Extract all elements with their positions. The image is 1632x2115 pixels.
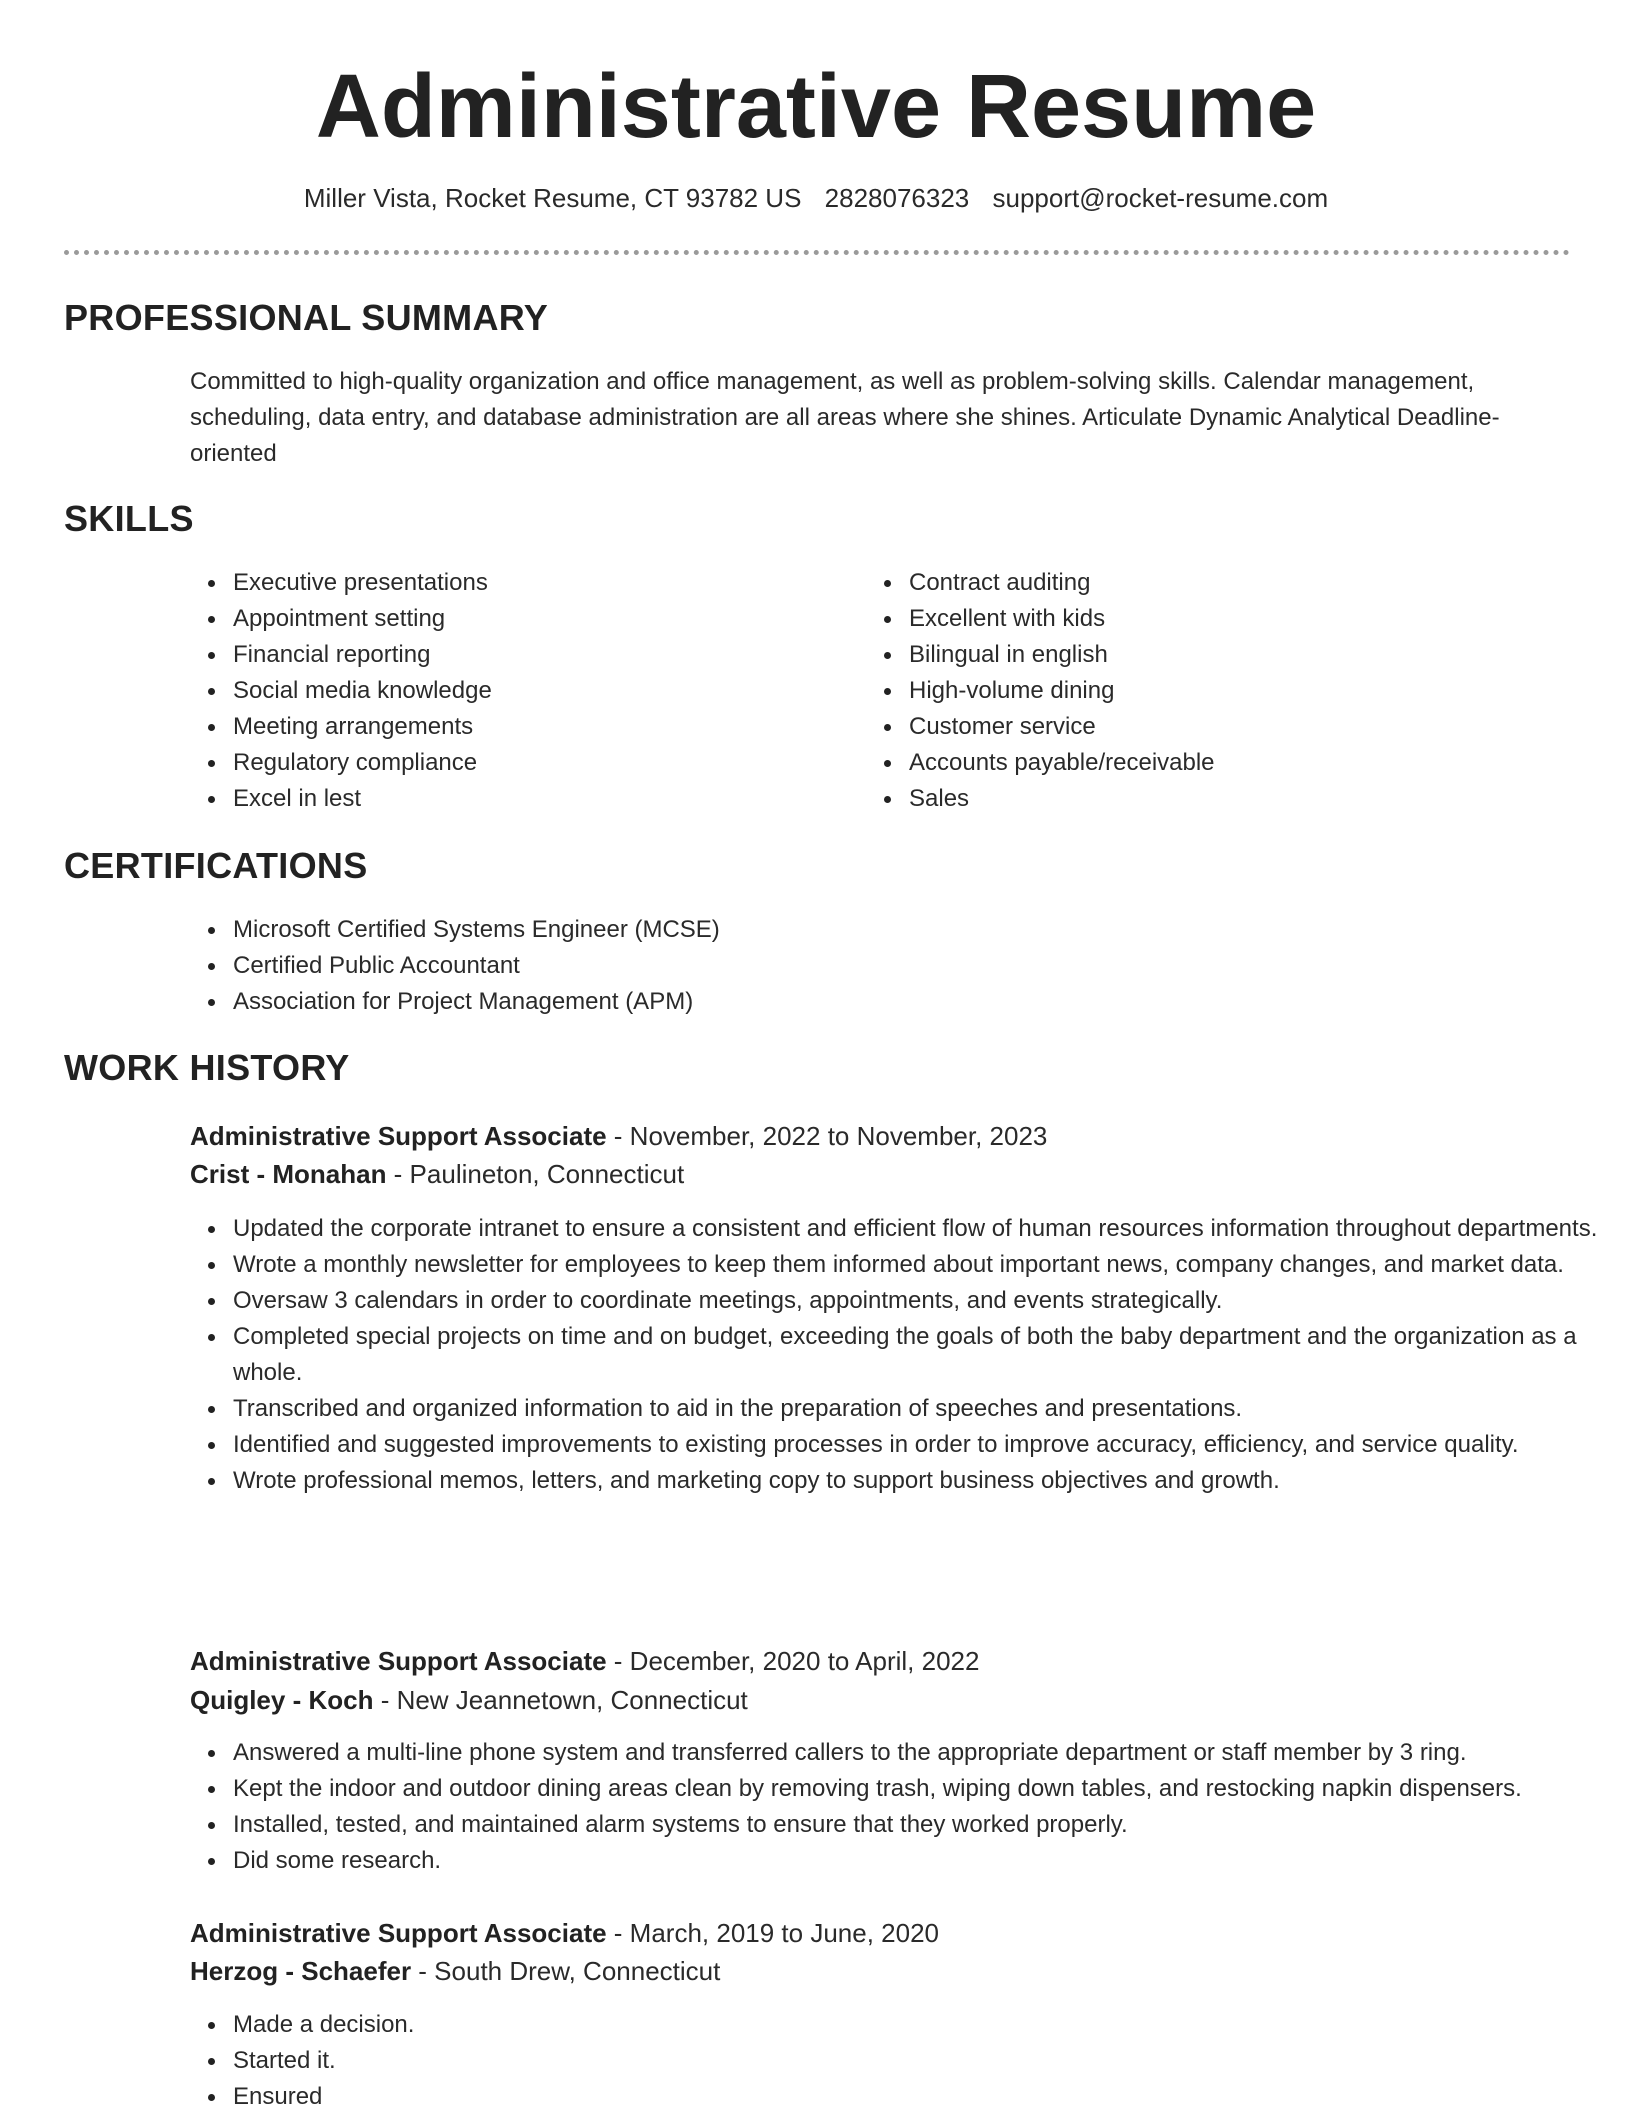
header-divider xyxy=(64,250,1570,255)
skills-heading: SKILLS xyxy=(64,498,194,539)
job-duty: Transcribed and organized information to aid in the preparation of speeches and presentations. xyxy=(233,1391,1609,1427)
certification-item: Association for Project Management (APM) xyxy=(233,984,1533,1020)
job-dates: - December, 2020 to April, 2022 xyxy=(606,1646,980,1676)
job-company-line xyxy=(190,1155,684,1193)
job-location: - Paulineton, Connecticut xyxy=(386,1159,685,1189)
work-history-heading: WORK HISTORY xyxy=(64,1047,350,1088)
job-company-line xyxy=(190,1681,748,1719)
summary-text: Committed to high-quality organization and office management, as well as problem-solving skills. Calendar management, scheduling, data entry, and database administration are all areas where she shines. Articulate Dynamic Analytical Deadline-oriented xyxy=(190,368,1500,467)
job-duty: Did some research. xyxy=(233,1843,1632,1879)
job-duty: Completed special projects on time and on budget, exceeding the goals of both the baby department and the organization as a whole. xyxy=(233,1319,1609,1391)
skill-item: High-volume dining xyxy=(909,673,1559,709)
job-title-line xyxy=(190,1642,979,1680)
skill-item: Excel in lest xyxy=(233,781,833,817)
job-title: Administrative Support Associate xyxy=(190,1121,607,1151)
contact-address: Miller Vista, Rocket Resume, CT 93782 US xyxy=(303,183,802,213)
job-company: Herzog - Schaefer xyxy=(190,1956,412,1986)
skills-list-right xyxy=(866,565,1559,817)
job-duty: Answered a multi-line phone system and transferred callers to the appropriate department or staff member by 3 ring. xyxy=(233,1735,1632,1771)
job-dates: - March, 2019 to June, 2020 xyxy=(606,1918,940,1948)
job-duties-list xyxy=(190,2007,1533,2115)
job-company-line xyxy=(190,1952,720,1990)
skill-item: Regulatory compliance xyxy=(233,745,833,781)
certification-item: Microsoft Certified Systems Engineer (MCSE) xyxy=(233,912,1533,948)
certifications-heading: CERTIFICATIONS xyxy=(64,845,368,886)
job-duty: Identified and suggested improvements to existing processes in order to improve accuracy, efficiency, and service quality. xyxy=(233,1427,1609,1463)
skill-item: Accounts payable/receivable xyxy=(909,745,1559,781)
skill-item: Meeting arrangements xyxy=(233,709,833,745)
skill-item: Customer service xyxy=(909,709,1559,745)
job-duty: Started it. xyxy=(233,2043,1533,2079)
certifications-list xyxy=(190,912,1533,1020)
skill-item: Sales xyxy=(909,781,1559,817)
skill-item: Contract auditing xyxy=(909,565,1559,601)
skill-item: Bilingual in english xyxy=(909,637,1559,673)
job-duty: Made a decision. xyxy=(233,2007,1533,2043)
job-title: Administrative Support Associate xyxy=(190,1646,607,1676)
contact-line xyxy=(0,180,1632,216)
skill-item: Executive presentations xyxy=(233,565,833,601)
skill-item: Social media knowledge xyxy=(233,673,833,709)
summary-heading: PROFESSIONAL SUMMARY xyxy=(64,297,549,338)
job-title-line xyxy=(190,1914,939,1952)
skill-item: Appointment setting xyxy=(233,601,833,637)
job-company: Quigley - Koch xyxy=(190,1685,374,1715)
contact-phone: 2828076323 xyxy=(824,183,970,213)
job-location: - South Drew, Connecticut xyxy=(411,1956,721,1986)
job-duty: Wrote professional memos, letters, and marketing copy to support business objectives and growth. xyxy=(233,1463,1609,1499)
job-title: Administrative Support Associate xyxy=(190,1918,607,1948)
job-title-line xyxy=(190,1117,1047,1155)
contact-email: support@rocket-resume.com xyxy=(992,183,1329,213)
job-dates: - November, 2022 to November, 2023 xyxy=(606,1121,1048,1151)
certification-item: Certified Public Accountant xyxy=(233,948,1533,984)
job-duties-list xyxy=(190,1211,1609,1499)
job-duty: Kept the indoor and outdoor dining areas clean by removing trash, wiping down tables, and restocking napkin dispensers. xyxy=(233,1771,1632,1807)
resume-title: Administrative Resume xyxy=(315,57,1317,157)
job-duty: Ensured xyxy=(233,2079,1533,2115)
skill-item: Excellent with kids xyxy=(909,601,1559,637)
job-duty: Installed, tested, and maintained alarm systems to ensure that they worked properly. xyxy=(233,1807,1632,1843)
skills-list-left xyxy=(190,565,833,817)
job-duties-list xyxy=(190,1735,1632,1879)
skill-item: Financial reporting xyxy=(233,637,833,673)
job-duty: Oversaw 3 calendars in order to coordinate meetings, appointments, and events strategically. xyxy=(233,1283,1609,1319)
job-duty: Wrote a monthly newsletter for employees to keep them informed about important news, company changes, and market data. xyxy=(233,1247,1609,1283)
job-duty: Updated the corporate intranet to ensure a consistent and efficient flow of human resources information throughout departments. xyxy=(233,1211,1609,1247)
job-company: Crist - Monahan xyxy=(190,1159,387,1189)
job-location: - New Jeannetown, Connecticut xyxy=(373,1685,748,1715)
